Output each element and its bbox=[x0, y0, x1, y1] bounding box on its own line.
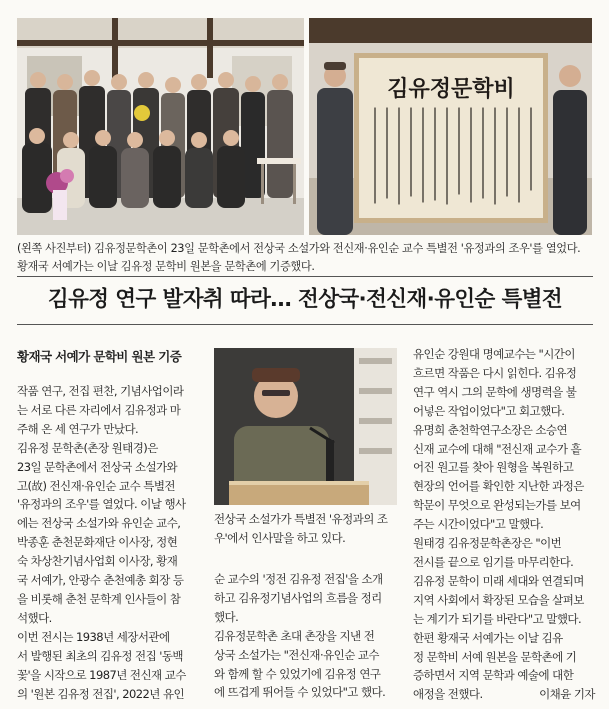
text-line: 유명희 춘천학연구소장은 소승연 bbox=[413, 422, 568, 437]
text-line: 주해 온 세 연구가 만났다. bbox=[17, 421, 139, 436]
text-line: 지역 사회에서 확장된 모습을 살펴보 bbox=[413, 592, 584, 607]
caption-line: 전상국 소설가가 특별전 '유정과의 조 bbox=[214, 512, 388, 526]
text-line: 와 함께 할 수 있었기에 김유정 연구 bbox=[214, 666, 381, 681]
text-line: 원태경 김유정문학촌장은 "이번 bbox=[413, 536, 562, 551]
photo-caption bbox=[17, 240, 593, 275]
text-line: 숙 차상찬기념사업회 이사장, 황재 bbox=[17, 554, 178, 569]
text-line: 하고 김유정기념사업의 흐름을 정리 bbox=[214, 590, 382, 605]
text-line bbox=[413, 685, 595, 704]
speaker-photo bbox=[214, 348, 397, 505]
speaker-photo-caption bbox=[214, 510, 400, 548]
article-headline: 김유정 연구 발자취 따라… 전상국·전신재·유인순 특별전 bbox=[47, 287, 563, 312]
text-line: 김유정 문학촌(촌장 원태경)은 bbox=[17, 440, 158, 455]
text-line: 박종훈 춘천문화재단 이사장, 정현 bbox=[17, 535, 178, 550]
text-line: '유정과의 조우'를 열었다. 이날 행사 bbox=[17, 497, 186, 512]
text-line: 현장의 언어를 확인한 지난한 과정은 bbox=[413, 479, 584, 494]
text-line: 연구 역시 그의 문학에 생명력을 불 bbox=[413, 384, 577, 399]
divider-bottom bbox=[17, 324, 593, 325]
text-line: 학문이 무엇으로 완성되는가를 보여 bbox=[413, 498, 581, 513]
text-line: 에는 전상국 소설가와 유인순 교수, bbox=[17, 516, 181, 531]
article-column-3 bbox=[413, 345, 595, 704]
text-line: 에 뜨겁게 뛰어들 수 있었다"고 했다. bbox=[214, 685, 386, 700]
photo-caption-line: 황재국 서예가는 이날 김유정 문학비 원본을 문학촌에 기증했다. bbox=[17, 259, 315, 273]
text-line: 의 '원본 김유정 전집', 2022년 유인 bbox=[17, 686, 185, 701]
calligraphy-photo bbox=[309, 18, 592, 235]
photo-caption-line: (왼쪽 사진부터) 김유정문학촌이 23일 문학촌에서 전상국 소설가와 전신재·유인순 교수 특별전 '유정과의 조우'를 열었다. bbox=[17, 242, 581, 255]
text-line: 는 서로 다른 자리에서 김유정과 마 bbox=[17, 402, 181, 417]
text-line: 한편 황재국 서예가는 이날 김유 bbox=[413, 630, 563, 645]
text-line: 정 문학비 서예 원본을 문학촌에 기 bbox=[413, 649, 577, 664]
text-line: 했다. bbox=[214, 609, 239, 624]
text-line: 순 교수의 '정전 김유정 전집'을 소개 bbox=[214, 572, 383, 586]
group-photo bbox=[17, 18, 304, 235]
article-subhead: 황재국 서예가 문학비 원본 기증 bbox=[17, 349, 182, 364]
text-line: 유인순 강원대 명예교수는 "시간이 bbox=[413, 347, 575, 361]
text-line: 주는 시간이었다"고 말했다. bbox=[413, 517, 544, 532]
text-line: 신재 교수에 대해 "전신재 교수가 흩 bbox=[413, 441, 582, 456]
text-line: 전시를 끝으로 임기를 마무리한다. bbox=[413, 554, 574, 569]
text-line: 꽃'을 시작으로 1987년 전신재 교수 bbox=[17, 667, 186, 682]
text-line: 23일 문학촌에서 전상국 소설가와 bbox=[17, 459, 178, 474]
text-line: 고(故) 전신재·유인순 교수 특별전 bbox=[17, 478, 175, 493]
text-line: 김유정문학촌 초대 촌장을 지낸 전 bbox=[214, 628, 375, 643]
text-line: 는 계기가 되기를 바란다"고 말했다. bbox=[413, 611, 582, 626]
text-line: 이번 전시는 1938년 세장서관에 bbox=[17, 629, 170, 644]
text-line: 어넣은 작업이었다"고 회고했다. bbox=[413, 403, 565, 418]
text-line: 석했다. bbox=[17, 610, 52, 625]
text-line: 상국 소설가는 "전신재·유인순 교수 bbox=[214, 647, 379, 662]
text-line-last: 애정을 전했다. bbox=[413, 687, 483, 702]
text-line: 흐르면 작품은 다시 읽힌다. 김유정 bbox=[413, 365, 577, 380]
text-line: 증하면서 지역 문학과 예술에 대한 bbox=[413, 668, 574, 683]
caption-line: 우'에서 인사말을 하고 있다. bbox=[214, 531, 346, 545]
text-line: 서 발행된 최초의 김유정 전집 '동백 bbox=[17, 648, 183, 663]
article-column-1 bbox=[17, 382, 207, 703]
text-line: 어진 원고를 찾아 원형을 복원하고 bbox=[413, 460, 574, 475]
article-column-2 bbox=[214, 570, 400, 702]
text-line: 국 서예가, 안광수 춘천예총 회장 등 bbox=[17, 573, 184, 588]
text-line: 김유정 문학이 미래 세대와 연결되며 bbox=[413, 573, 584, 588]
byline: 이채윤 기자 bbox=[539, 687, 595, 702]
text-line: 작품 연구, 전집 편찬, 기념사업이라 bbox=[17, 384, 184, 398]
text-line: 을 비롯해 춘천 문학계 인사들이 참 bbox=[17, 591, 181, 606]
monument-title: 김유정문학비 bbox=[387, 76, 515, 102]
divider-top bbox=[17, 276, 593, 277]
